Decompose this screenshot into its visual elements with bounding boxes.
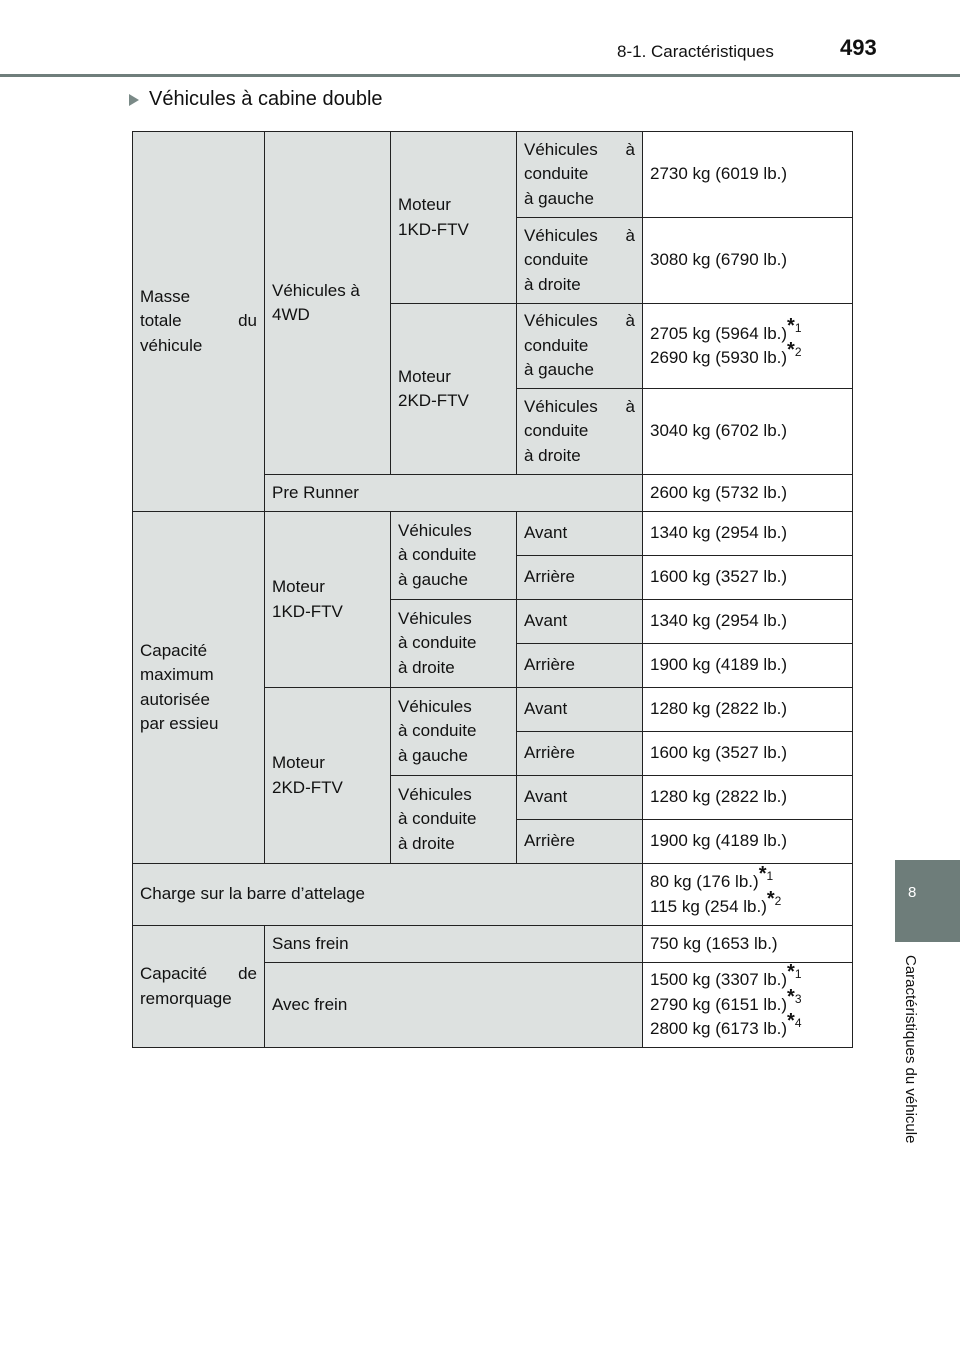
chapter-number: 8 — [908, 884, 917, 901]
axle-label: Capacité maximum autorisée par essieu — [133, 512, 265, 864]
specifications-table — [132, 131, 853, 1048]
mass-label: Masse totale du véhicule — [133, 132, 265, 512]
axle-value: 1280 kg (2822 lb.) — [643, 776, 853, 820]
axle-value: 1600 kg (3527 lb.) — [643, 556, 853, 600]
header-divider — [0, 74, 960, 77]
axle-value: 1340 kg (2954 lb.) — [643, 512, 853, 556]
axle-value: 1900 kg (4189 lb.) — [643, 820, 853, 864]
towing-label: Capacité de remorquage — [133, 926, 265, 1048]
axle-e2-rhd-label: Véhicules à conduite à droite — [391, 776, 517, 864]
mass-e1-lhd-value: 2730 kg (6019 lb.) — [643, 132, 853, 218]
tongue-load-value: 80 kg (176 lb.)$^{*1}$ 115 kg (254 lb.)$^{*2}$ — [643, 864, 853, 926]
front-label: Avant — [517, 776, 643, 820]
mass-e2-lhd-value: 2705 kg (5964 lb.)$^{*1}$ 2690 kg (5930 lb.)$^{*2}$ — [643, 304, 853, 389]
front-label: Avant — [517, 688, 643, 732]
chapter-label: Caractéristiques du véhicule — [902, 955, 919, 1144]
mass-e1-rhd-value: 3080 kg (6790 lb.) — [643, 218, 853, 304]
axle-engine2-label: Moteur 2KD-FTV — [265, 688, 391, 864]
axle-value: 1600 kg (3527 lb.) — [643, 732, 853, 776]
mass-e2-lhd-label: Véhicules à conduite à gauche — [517, 304, 643, 389]
front-label: Avant — [517, 512, 643, 556]
axle-e1-lhd-label: Véhicules à conduite à gauche — [391, 512, 517, 600]
axle-engine1-label: Moteur 1KD-FTV — [265, 512, 391, 688]
mass-e1-lhd-label: Véhicules à conduite à gauche — [517, 132, 643, 218]
no-brake-value: 750 kg (1653 lb.) — [643, 926, 853, 963]
axle-value: 1900 kg (4189 lb.) — [643, 644, 853, 688]
prerunner-value: 2600 kg (5732 lb.) — [643, 475, 853, 512]
rear-label: Arrière — [517, 644, 643, 688]
brake-value: 1500 kg (3307 lb.)$^{*1}$ 2790 kg (6151 lb.)$^{*3}$ 2800 kg (6173 lb.)$^{*4}$ — [643, 963, 853, 1048]
rear-label: Arrière — [517, 732, 643, 776]
axle-e2-lhd-label: Véhicules à conduite à gauche — [391, 688, 517, 776]
axle-value: 1340 kg (2954 lb.) — [643, 600, 853, 644]
section-heading — [129, 88, 383, 111]
header-section-title: 8-1. Caractéristiques — [617, 42, 774, 61]
section-title: Véhicules à cabine double — [149, 88, 383, 110]
tongue-load-label: Charge sur la barre d’attelage — [133, 864, 643, 926]
mass-4wd-label: Véhicules à 4WD — [265, 132, 391, 475]
mass-engine2-label: Moteur 2KD-FTV — [391, 304, 517, 475]
chapter-tab — [895, 860, 960, 942]
mass-engine1-label: Moteur 1KD-FTV — [391, 132, 517, 304]
page-number: 493 — [840, 35, 877, 60]
rear-label: Arrière — [517, 556, 643, 600]
axle-value: 1280 kg (2822 lb.) — [643, 688, 853, 732]
mass-e2-rhd-value: 3040 kg (6702 lb.) — [643, 389, 853, 475]
brake-label: Avec frein — [265, 963, 643, 1048]
no-brake-label: Sans frein — [265, 926, 643, 963]
prerunner-label: Pre Runner — [265, 475, 643, 512]
triangle-bullet-icon — [129, 94, 139, 106]
front-label: Avant — [517, 600, 643, 644]
axle-e1-rhd-label: Véhicules à conduite à droite — [391, 600, 517, 688]
mass-e1-rhd-label: Véhicules à conduite à droite — [517, 218, 643, 304]
mass-e2-rhd-label: Véhicules à conduite à droite — [517, 389, 643, 475]
rear-label: Arrière — [517, 820, 643, 864]
